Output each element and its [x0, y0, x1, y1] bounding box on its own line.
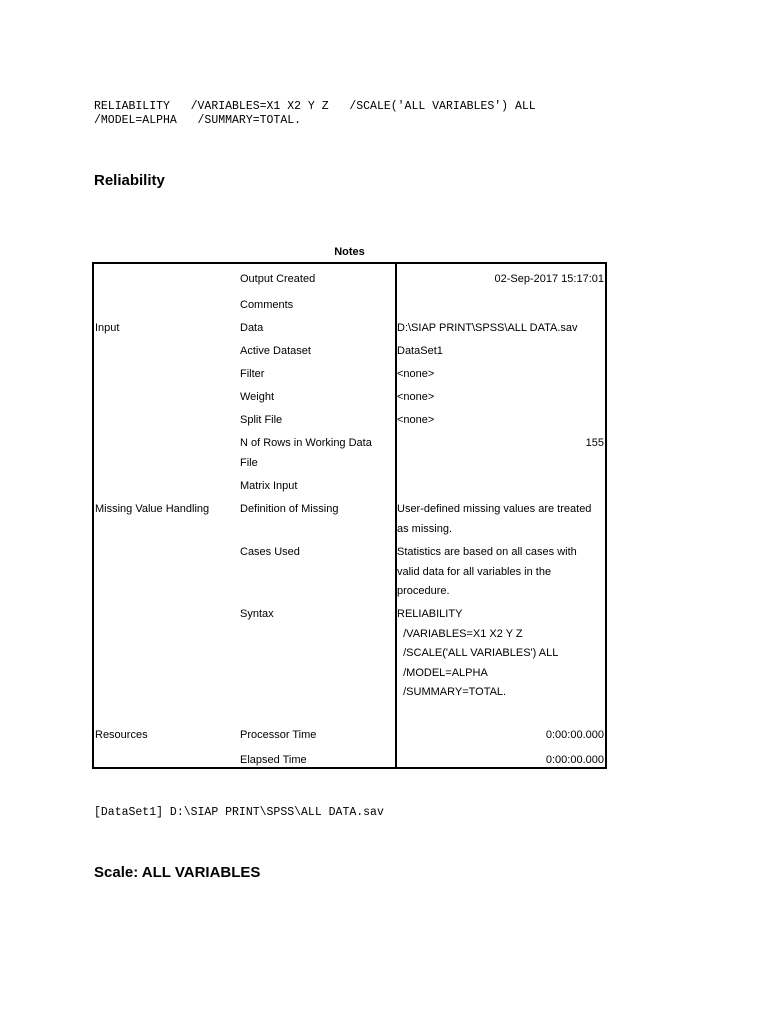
- notes-table-title: Notes: [334, 246, 365, 258]
- resources-group-label: Resources: [95, 729, 148, 741]
- n-rows-label-line-2: File: [240, 457, 258, 469]
- syntax-header: [94, 100, 536, 128]
- matrix-input-label: Matrix Input: [240, 480, 298, 492]
- syntax-value-line-1: RELIABILITY: [397, 608, 463, 620]
- filter-value: <none>: [397, 368, 435, 380]
- filter-label: Filter: [240, 368, 265, 380]
- dataset-line: [DataSet1] D:\SIAP PRINT\SPSS\ALL DATA.sav: [94, 806, 384, 819]
- missing-group-label: Missing Value Handling: [95, 503, 210, 515]
- syntax-value-line-4: /MODEL=ALPHA: [397, 667, 488, 679]
- processor-time-label: Processor Time: [240, 729, 317, 741]
- syntax-label: Syntax: [240, 608, 274, 620]
- processor-time-value: 0:00:00.000: [545, 729, 604, 741]
- cases-used-value-line-1: Statistics are based on all cases with: [397, 546, 577, 558]
- weight-label: Weight: [240, 391, 275, 403]
- notes-table: [92, 262, 607, 769]
- split-file-label: Split File: [240, 414, 283, 426]
- cases-used-value-line-3: procedure.: [397, 585, 450, 597]
- cases-used-label: Cases Used: [240, 546, 300, 558]
- comments-label: Comments: [240, 299, 294, 311]
- input-group-label: Input: [95, 322, 120, 334]
- definition-missing-label: Definition of Missing: [240, 503, 339, 515]
- n-rows-value: 155: [585, 437, 604, 449]
- output-created-label: Output Created: [240, 273, 316, 285]
- syntax-header-line-1: RELIABILITY /VARIABLES=X1 X2 Y Z /SCALE('ALL VARIABLES') ALL: [94, 100, 536, 113]
- scale-heading: Scale: ALL VARIABLES: [94, 864, 261, 881]
- syntax-value-line-5: /SUMMARY=TOTAL.: [397, 686, 507, 698]
- n-rows-label-line-1: N of Rows in Working Data: [240, 437, 372, 449]
- definition-missing-value-line-1: User-defined missing values are treated: [397, 503, 592, 515]
- active-dataset-value: DataSet1: [397, 345, 443, 357]
- output-created-value: 02-Sep-2017 15:17:01: [494, 273, 604, 285]
- syntax-value-line-2: /VARIABLES=X1 X2 Y Z: [397, 628, 523, 640]
- elapsed-time-value: 0:00:00.000: [545, 754, 604, 766]
- syntax-value-line-3: /SCALE('ALL VARIABLES') ALL: [397, 647, 559, 659]
- cases-used-value-line-2: valid data for all variables in the: [397, 566, 552, 578]
- active-dataset-label: Active Dataset: [240, 345, 311, 357]
- weight-value: <none>: [397, 391, 435, 403]
- reliability-heading: Reliability: [94, 172, 165, 189]
- data-label: Data: [240, 322, 264, 334]
- definition-missing-value-line-2: as missing.: [397, 523, 453, 535]
- split-file-value: <none>: [397, 414, 435, 426]
- data-value: D:\SIAP PRINT\SPSS\ALL DATA.sav: [397, 322, 578, 334]
- syntax-header-line-2: /MODEL=ALPHA /SUMMARY=TOTAL.: [94, 114, 302, 127]
- elapsed-time-label: Elapsed Time: [240, 754, 307, 766]
